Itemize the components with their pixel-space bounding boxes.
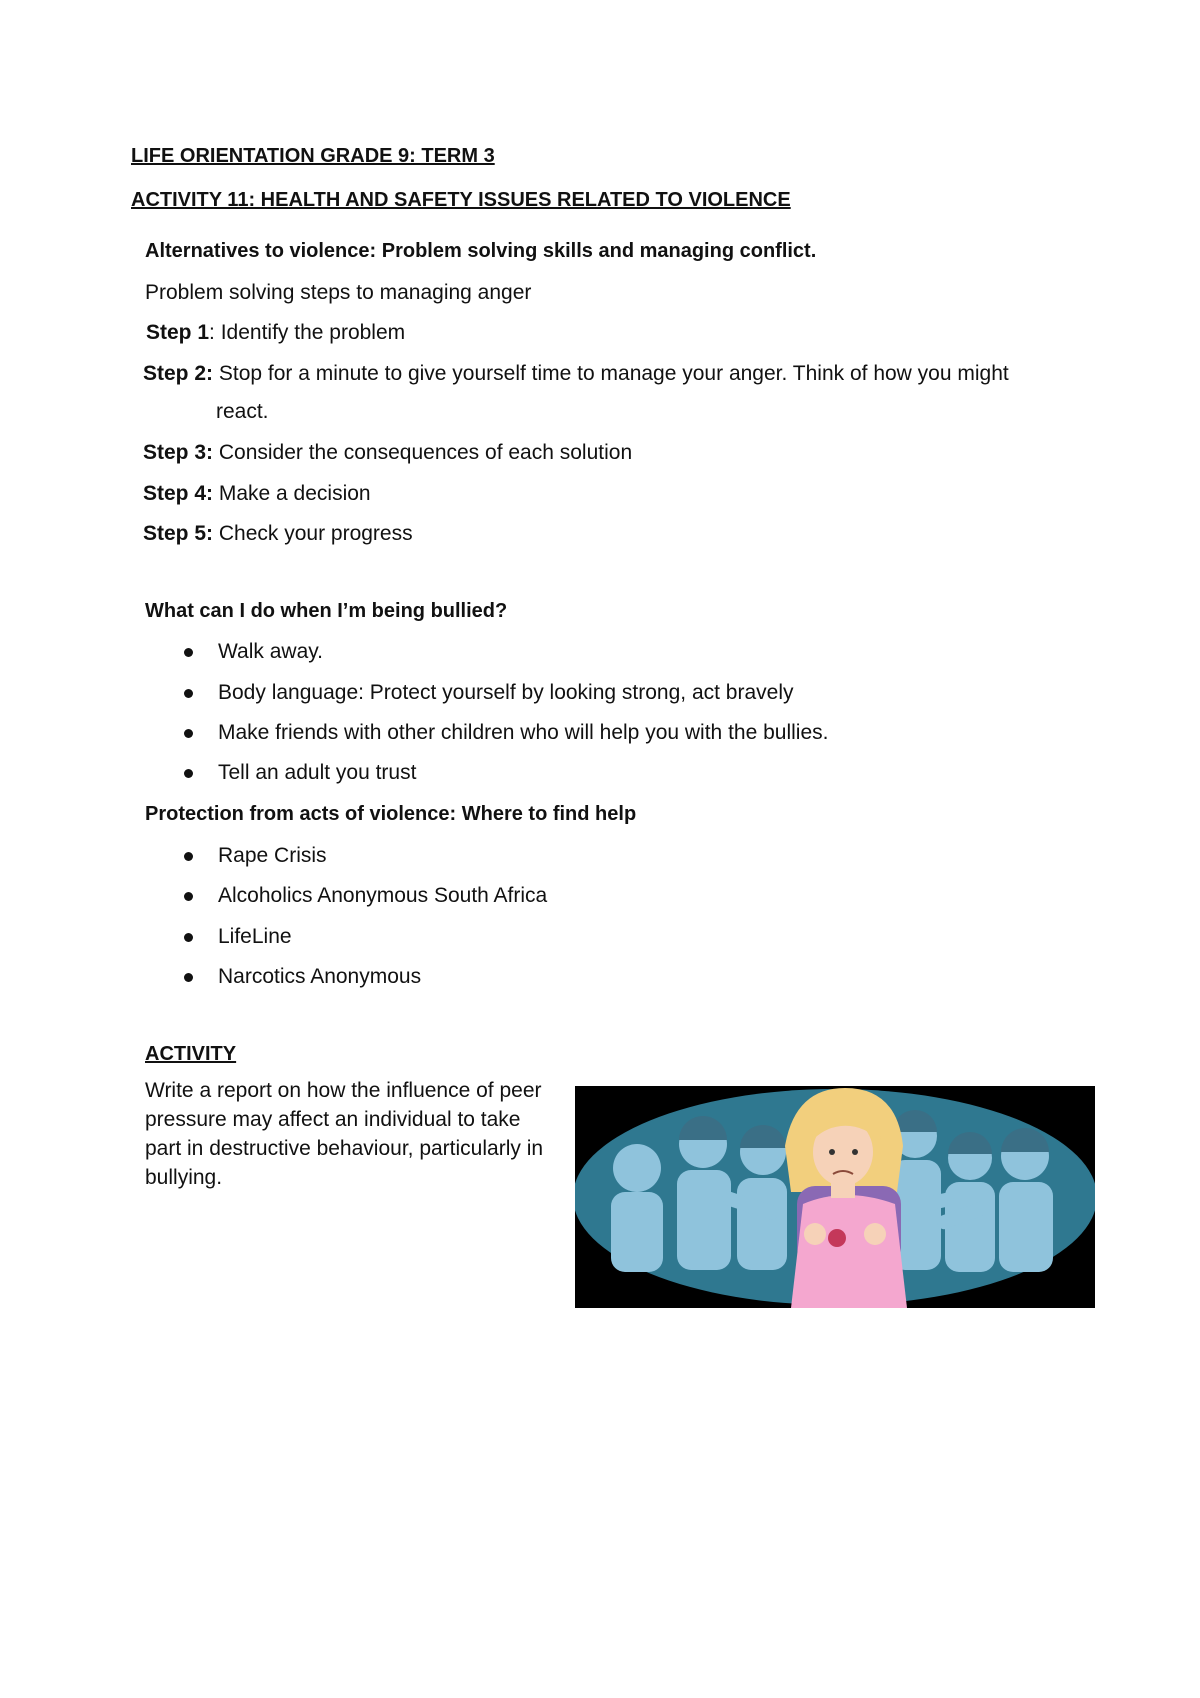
bullet-icon	[184, 689, 193, 698]
bullet-icon	[184, 769, 193, 778]
step-label: Step 1	[146, 321, 210, 344]
central-girl	[785, 1088, 907, 1308]
list-item: Narcotics Anonymous	[218, 965, 422, 988]
list-item: Tell an adult you trust	[218, 761, 417, 784]
step-text: Make a decision	[213, 482, 371, 505]
girl-eye-icon	[829, 1149, 835, 1155]
student-figure	[677, 1120, 731, 1270]
bullet-icon	[184, 933, 193, 942]
list-item: Body language: Protect yourself by looking strong, act bravely	[218, 681, 794, 704]
step-label: Step 5:	[143, 522, 214, 545]
bullet-icon	[184, 729, 193, 738]
page-title: LIFE ORIENTATION GRADE 9: TERM 3	[131, 145, 495, 167]
bullet-icon	[184, 852, 193, 861]
step-text: Check your progress	[213, 522, 413, 545]
student-figure	[611, 1144, 663, 1272]
step-4	[143, 482, 371, 506]
bullying-illustration	[575, 1086, 1095, 1308]
activity-title: ACTIVITY 11: HEALTH AND SAFETY ISSUES RELATED TO VIOLENCE	[131, 189, 791, 211]
list-item: Alcoholics Anonymous South Africa	[218, 884, 548, 907]
girl-shirt	[791, 1195, 907, 1308]
girl-hand	[804, 1223, 826, 1245]
bullet-icon	[184, 973, 193, 982]
step-text: Consider the consequences of each solution	[213, 441, 633, 464]
section-heading-bullied: What can I do when I’m being bullied?	[145, 600, 508, 622]
activity-heading: ACTIVITY	[145, 1043, 237, 1065]
step-3	[143, 441, 632, 465]
list-item: Rape Crisis	[218, 844, 327, 867]
section-heading-protection: Protection from acts of violence: Where to find help	[145, 803, 637, 825]
step-text: : Identify the problem	[209, 321, 406, 344]
step-label: Step 2:	[143, 362, 214, 385]
step-5	[143, 522, 413, 546]
section-heading-alternatives: Alternatives to violence: Problem solving skills and managing conflict.	[145, 240, 817, 262]
girl-shirt-heart-icon	[828, 1229, 846, 1247]
step-1	[146, 321, 405, 345]
list-item: LifeLine	[218, 925, 292, 948]
girl-eye-icon	[852, 1149, 858, 1155]
list-item: Make friends with other children who will help you with the bullies.	[218, 721, 829, 744]
girl-hand	[864, 1223, 886, 1245]
activity-instructions: Write a report on how the influence of peer pressure may affect an individual to take part in destructive behaviour, particularly in bullying.	[145, 1079, 544, 1189]
bullet-icon	[184, 648, 193, 657]
student-figure	[999, 1132, 1053, 1272]
list-item: Walk away.	[218, 640, 324, 663]
step-label: Step 4:	[143, 482, 214, 505]
steps-intro: Problem solving steps to managing anger	[145, 281, 532, 304]
step-2	[143, 362, 1009, 386]
bullet-icon	[184, 892, 193, 901]
step-label: Step 3:	[143, 441, 214, 464]
step-text: Stop for a minute to give yourself time to manage your anger. Think of how you might	[213, 362, 1009, 385]
step-2-continued: react.	[216, 400, 269, 423]
